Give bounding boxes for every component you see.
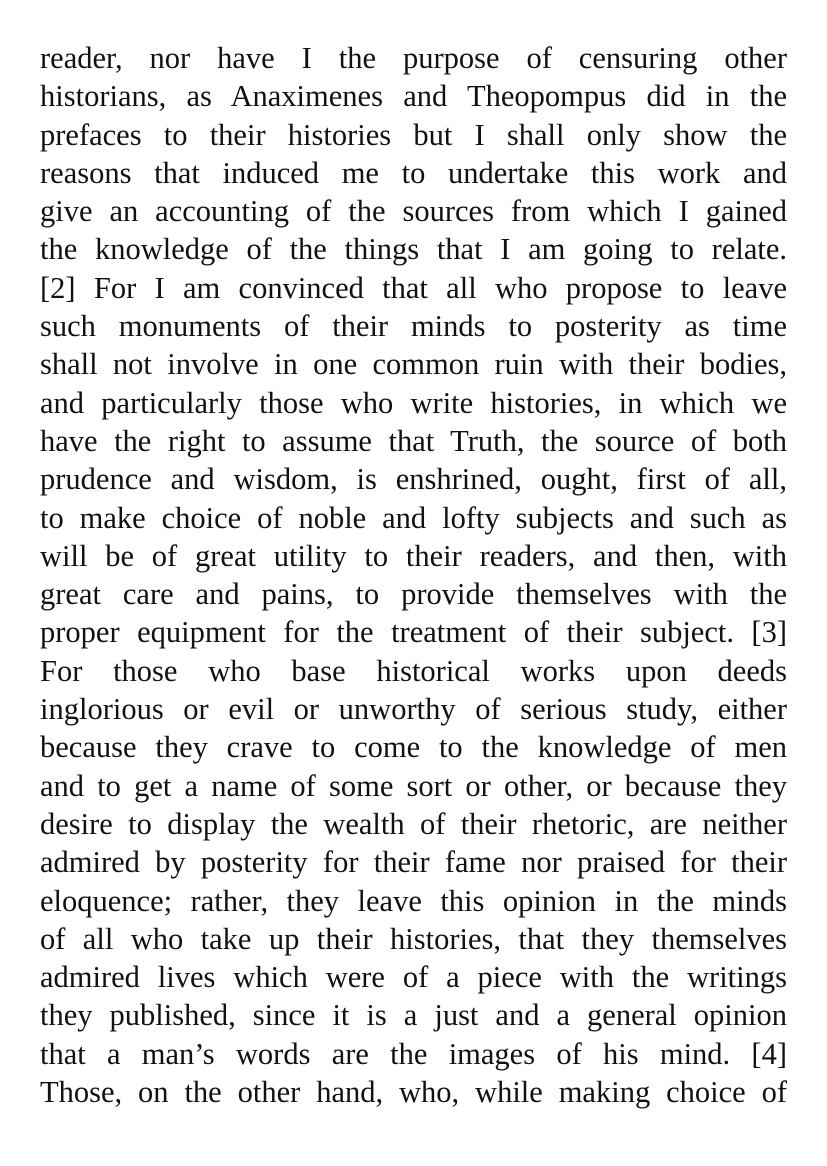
text-line: such monuments of their minds to posterity as time	[40, 309, 787, 344]
document-page	[40, 39, 787, 1111]
text-line: shall not involve in one common ruin with their bodies,	[40, 347, 787, 382]
text-line: reasons that induced me to undertake this work and	[40, 155, 787, 190]
text-line: because they crave to come to the knowledge of men	[40, 730, 787, 765]
text-line: will be of great utility to their readers, and then, with	[40, 538, 787, 573]
text-line: they published, since it is a just and a general opinion	[40, 998, 787, 1033]
text-line: of all who take up their histories, that they themselves	[40, 921, 787, 956]
text-line: and particularly those who write histories, in which we	[40, 385, 787, 420]
text-line: eloquence; rather, they leave this opinion in the minds	[40, 883, 787, 918]
text-line: reader, nor have I the purpose of censuring other	[40, 41, 787, 75]
text-line: historians, as Anaximenes and Theopompus did in the	[40, 79, 787, 114]
text-line: and to get a name of some sort or other, or because they	[40, 768, 787, 803]
text-line: Those, on the other hand, who, while making choice of	[40, 1075, 787, 1110]
text-line: proper equipment for the treatment of their subject. [3]	[40, 615, 787, 650]
text-line: [2] For I am convinced that all who propose to leave	[40, 270, 787, 305]
text-line: to make choice of noble and lofty subjects and such as	[40, 500, 787, 535]
text-line: inglorious or evil or unworthy of serious study, either	[40, 692, 787, 727]
text-line: prefaces to their histories but I shall only show the	[40, 117, 787, 152]
text-line: admired lives which were of a piece with the writings	[40, 960, 787, 995]
text-line: great care and pains, to provide themselves with the	[40, 577, 787, 612]
text-line: admired by posterity for their fame nor praised for their	[40, 845, 787, 880]
text-line: that a man’s words are the images of his mind. [4]	[40, 1036, 787, 1071]
text-line: give an accounting of the sources from which I gained	[40, 194, 787, 229]
text-line: For those who base historical works upon deeds	[40, 653, 787, 688]
text-line: desire to display the wealth of their rhetoric, are neither	[40, 806, 787, 841]
text-line: have the right to assume that Truth, the source of both	[40, 423, 787, 458]
text-line: the knowledge of the things that I am going to relate.	[40, 232, 787, 267]
text-line: prudence and wisdom, is enshrined, ought, first of all,	[40, 462, 787, 497]
